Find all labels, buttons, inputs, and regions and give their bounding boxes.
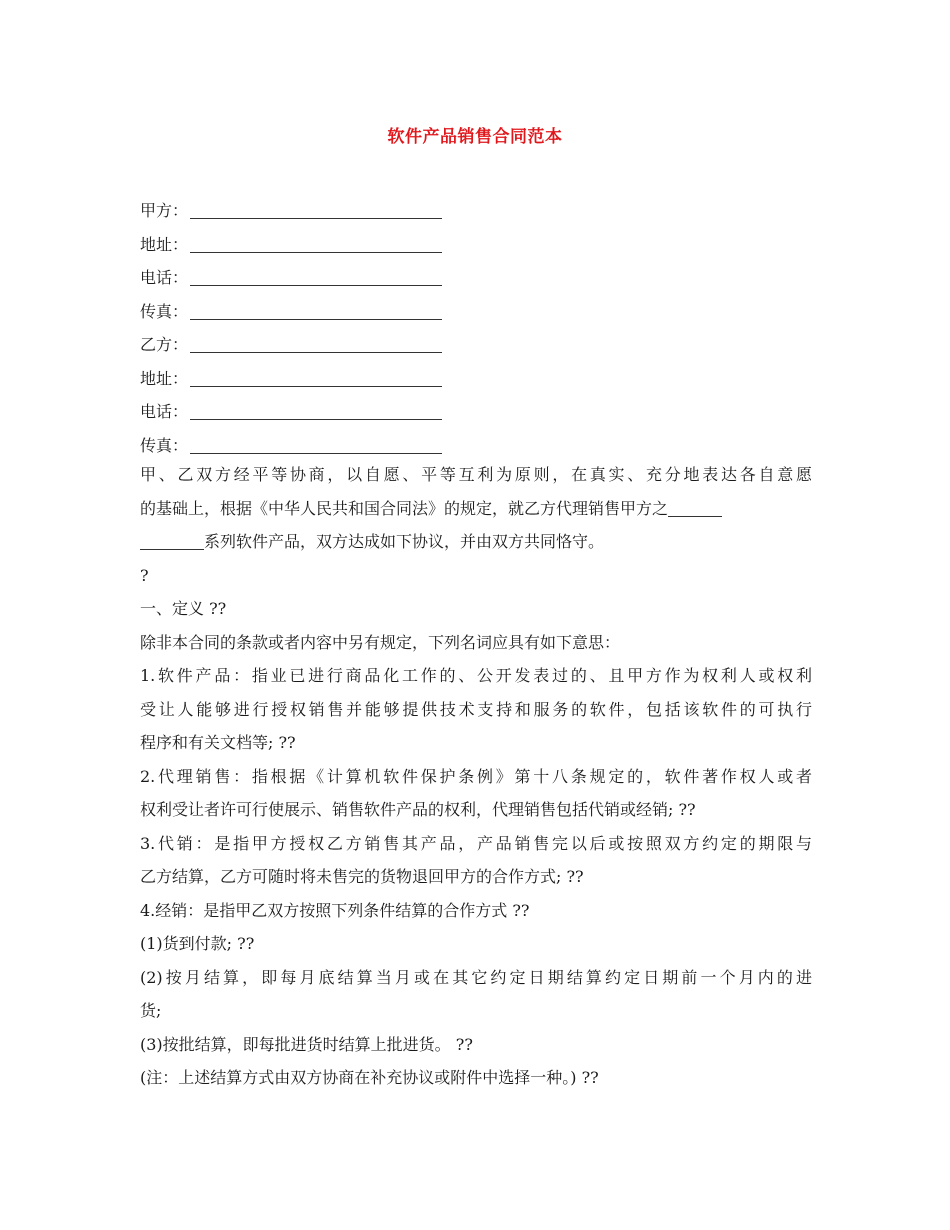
settlement-option-2-line-1: (2)按月结算，即每月底结算当月或在其它约定日期结算约定日期前一个月内的进 bbox=[140, 967, 812, 987]
definition-4-line-1: 4.经销：是指甲乙双方按照下列条件结算的合作方式 ?? bbox=[140, 900, 530, 920]
preamble-line-3 bbox=[140, 525, 812, 559]
party-a-name-field bbox=[140, 193, 442, 227]
definition-1-line-2: 受让人能够进行授权销售并能够提供技术支持和服务的软件，包括该软件的可执行 bbox=[140, 699, 812, 719]
definitions-intro: 除非本合同的条款或者内容中另有规定，下列名词应具有如下意思： bbox=[140, 632, 621, 652]
document-title: 软件产品销售合同范本 bbox=[387, 127, 563, 147]
field-label: 传真： bbox=[140, 435, 189, 455]
settlement-option-3: (3)按批结算，即每批进货时结算上批进货。 ?? bbox=[140, 1034, 473, 1054]
settlement-option-2-line-2: 货; bbox=[140, 1001, 162, 1020]
placeholder-line: ? bbox=[140, 565, 149, 585]
settlement-note: (注：上述结算方式由双方协商在补充协议或附件中选择一种。) ?? bbox=[140, 1068, 599, 1087]
product-name-blank-cont bbox=[140, 531, 204, 550]
party-a-phone-field bbox=[140, 260, 442, 294]
field-label: 地址： bbox=[140, 234, 189, 254]
party-b-phone-field bbox=[140, 394, 442, 428]
preamble-text: 的基础上，根据《中华人民共和国合同法》的规定，就乙方代理销售甲方之 bbox=[140, 498, 669, 518]
fill-in-blank bbox=[190, 200, 442, 219]
definition-2-line-1: 2.代理销售：指根据《计算机软件保护条例》第十八条规定的，软件著作权人或者 bbox=[140, 766, 812, 786]
party-b-address-field bbox=[140, 361, 442, 395]
fill-in-blank bbox=[190, 267, 442, 286]
fill-in-blank bbox=[190, 435, 442, 454]
preamble-line-1: 甲、乙双方经平等协商，以自愿、平等互利为原则，在真实、充分地表达各自意愿 bbox=[140, 465, 812, 484]
fill-in-blank bbox=[190, 334, 442, 353]
party-b-name-field bbox=[140, 327, 442, 361]
field-label: 乙方： bbox=[140, 335, 189, 355]
settlement-option-1: (1)货到付款; ?? bbox=[140, 934, 255, 953]
field-label: 电话： bbox=[140, 402, 189, 422]
fill-in-blank bbox=[190, 234, 442, 253]
definition-3-line-1: 3.代销：是指甲方授权乙方销售其产品，产品销售完以后或按照双方约定的期限与 bbox=[140, 833, 812, 853]
definition-1-line-3: 程序和有关文档等; ?? bbox=[140, 733, 296, 752]
section-heading-definitions: 一、定义 ?? bbox=[140, 599, 227, 618]
definition-2-line-2: 权利受让者许可行使展示、销售软件产品的权利，代理销售包括代销或经销; ?? bbox=[140, 800, 696, 819]
party-info-fields bbox=[140, 193, 442, 461]
party-b-fax-field bbox=[140, 428, 442, 462]
product-name-blank bbox=[668, 498, 722, 517]
party-a-address-field bbox=[140, 227, 442, 261]
preamble-line-2 bbox=[140, 492, 812, 526]
field-label: 电话： bbox=[140, 268, 189, 288]
contract-body bbox=[140, 458, 812, 1095]
fill-in-blank bbox=[190, 401, 442, 420]
field-label: 地址： bbox=[140, 368, 189, 388]
preamble-text: 系列软件产品，双方达成如下协议，并由双方共同恪守。 bbox=[204, 532, 605, 551]
party-a-fax-field bbox=[140, 294, 442, 328]
field-label: 甲方： bbox=[140, 201, 189, 221]
definition-1-line-1: 1.软件产品：指业已进行商品化工作的、公开发表过的、且甲方作为权利人或权利 bbox=[140, 666, 812, 685]
definition-3-line-2: 乙方结算，乙方可随时将未售完的货物退回甲方的合作方式; ?? bbox=[140, 867, 584, 886]
fill-in-blank bbox=[190, 301, 442, 320]
fill-in-blank bbox=[190, 368, 442, 387]
field-label: 传真： bbox=[140, 301, 189, 321]
